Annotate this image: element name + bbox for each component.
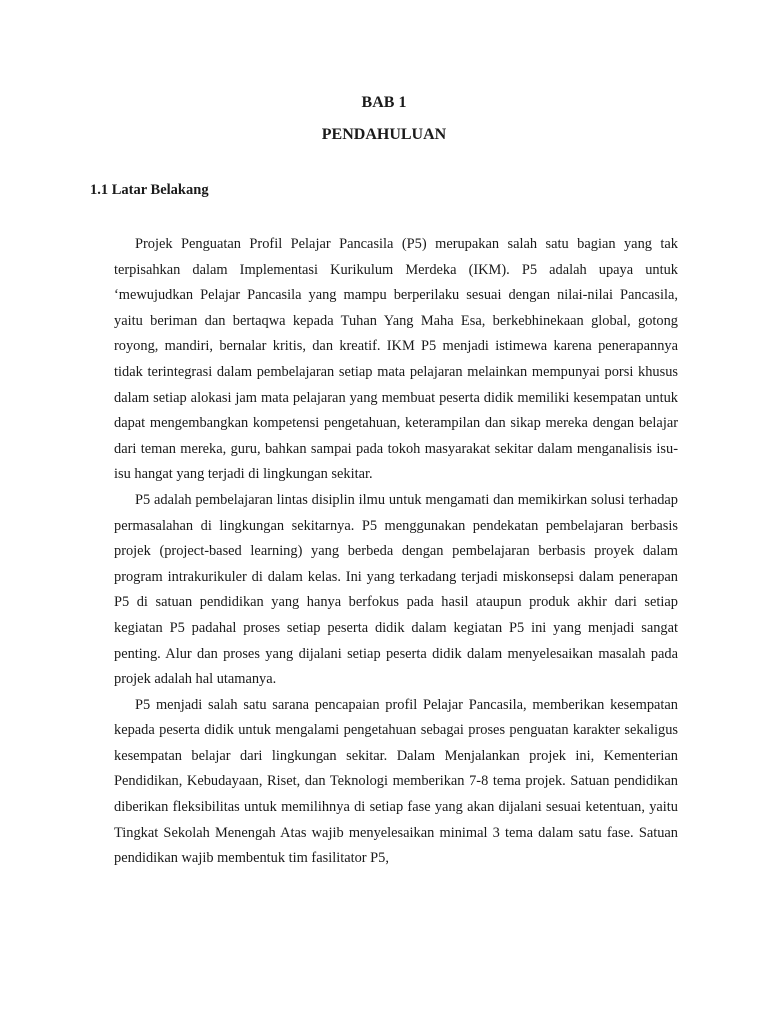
paragraph-1: Projek Penguatan Profil Pelajar Pancasila (P5) merupakan salah satu bagian yang tak terpisahkan dalam Implementasi Kurikulum Merdeka (IKM). P5 adalah upaya untuk ‘mewujudkan Pelajar Pancasila yang mampu berperilaku sesuai dengan nilai-nilai Pancasila, yaitu beriman dan bertaqwa kepada Tuhan Yang Maha Esa, berkebhinekaan global, gotong royong, mandiri, bernalar kritis, dan kreatif. IKM P5 menjadi istimewa karena penerapannya tidak terintegrasi dalam pembelajaran setiap mata pelajaran melainkan mempunyai porsi khusus dalam setiap alokasi jam mata pelajaran yang membuat peserta didik memiliki kesempatan untuk dapat mengembangkan kompetensi pengetahuan, keterampilan dan sikap mereka dengan belajar dari teman mereka, guru, bahkan sampai pada tokoh masyarakat sekitar dalam menganalisis isu-isu hangat yang terjadi di lingkungan sekitar. (114, 236, 678, 483)
chapter-number: BAB 1 (361, 94, 407, 111)
chapter-title: PENDAHULUAN (321, 126, 447, 143)
paragraph-3: P5 menjadi salah satu sarana pencapaian profil Pelajar Pancasila, memberikan kesempatan kepada peserta didik untuk mengalami pengetahuan sebagai proses penguatan karakter sekaligus kesempatan belajar dari lingkungan sekitar. Dalam Menjalankan projek ini, Kementerian Pendidikan, Kebudayaan, Riset, dan Teknologi memberikan 7-8 tema projek. Satuan pendidikan diberikan fleksibilitas untuk memilihnya di setiap fase yang akan dijalani sesuai ketentuan, yaitu Tingkat Sekolah Menengah Atas wajib menyelesaikan minimal 3 tema dalam satu fase. Satuan pendidikan wajib membentuk tim fasilitator P5, (114, 696, 678, 867)
paragraph-2: P5 adalah pembelajaran lintas disiplin ilmu untuk mengamati dan memikirkan solusi terhadap permasalahan di lingkungan sekitarnya. P5 menggunakan pendekatan pembelajaran berbasis projek (project-based learning) yang berbeda dengan pembelajaran berbasis proyek dalam program intrakurikuler di dalam kelas. Ini yang terkadang terjadi miskonsepsi dalam penerapan P5 di satuan pendidikan yang hanya berfokus pada hasil ataupun produk akhir dari setiap kegiatan P5 padahal proses setiap peserta didik dalam kegiatan P5 ini yang menjadi sangat penting. Alur dan proses yang dijalani setiap peserta didik dalam menyelesaikan masalah pada projek adalah hal utamanya. (114, 491, 678, 688)
section-heading: 1.1 Latar Belakang (90, 182, 209, 198)
body-text (114, 232, 678, 872)
